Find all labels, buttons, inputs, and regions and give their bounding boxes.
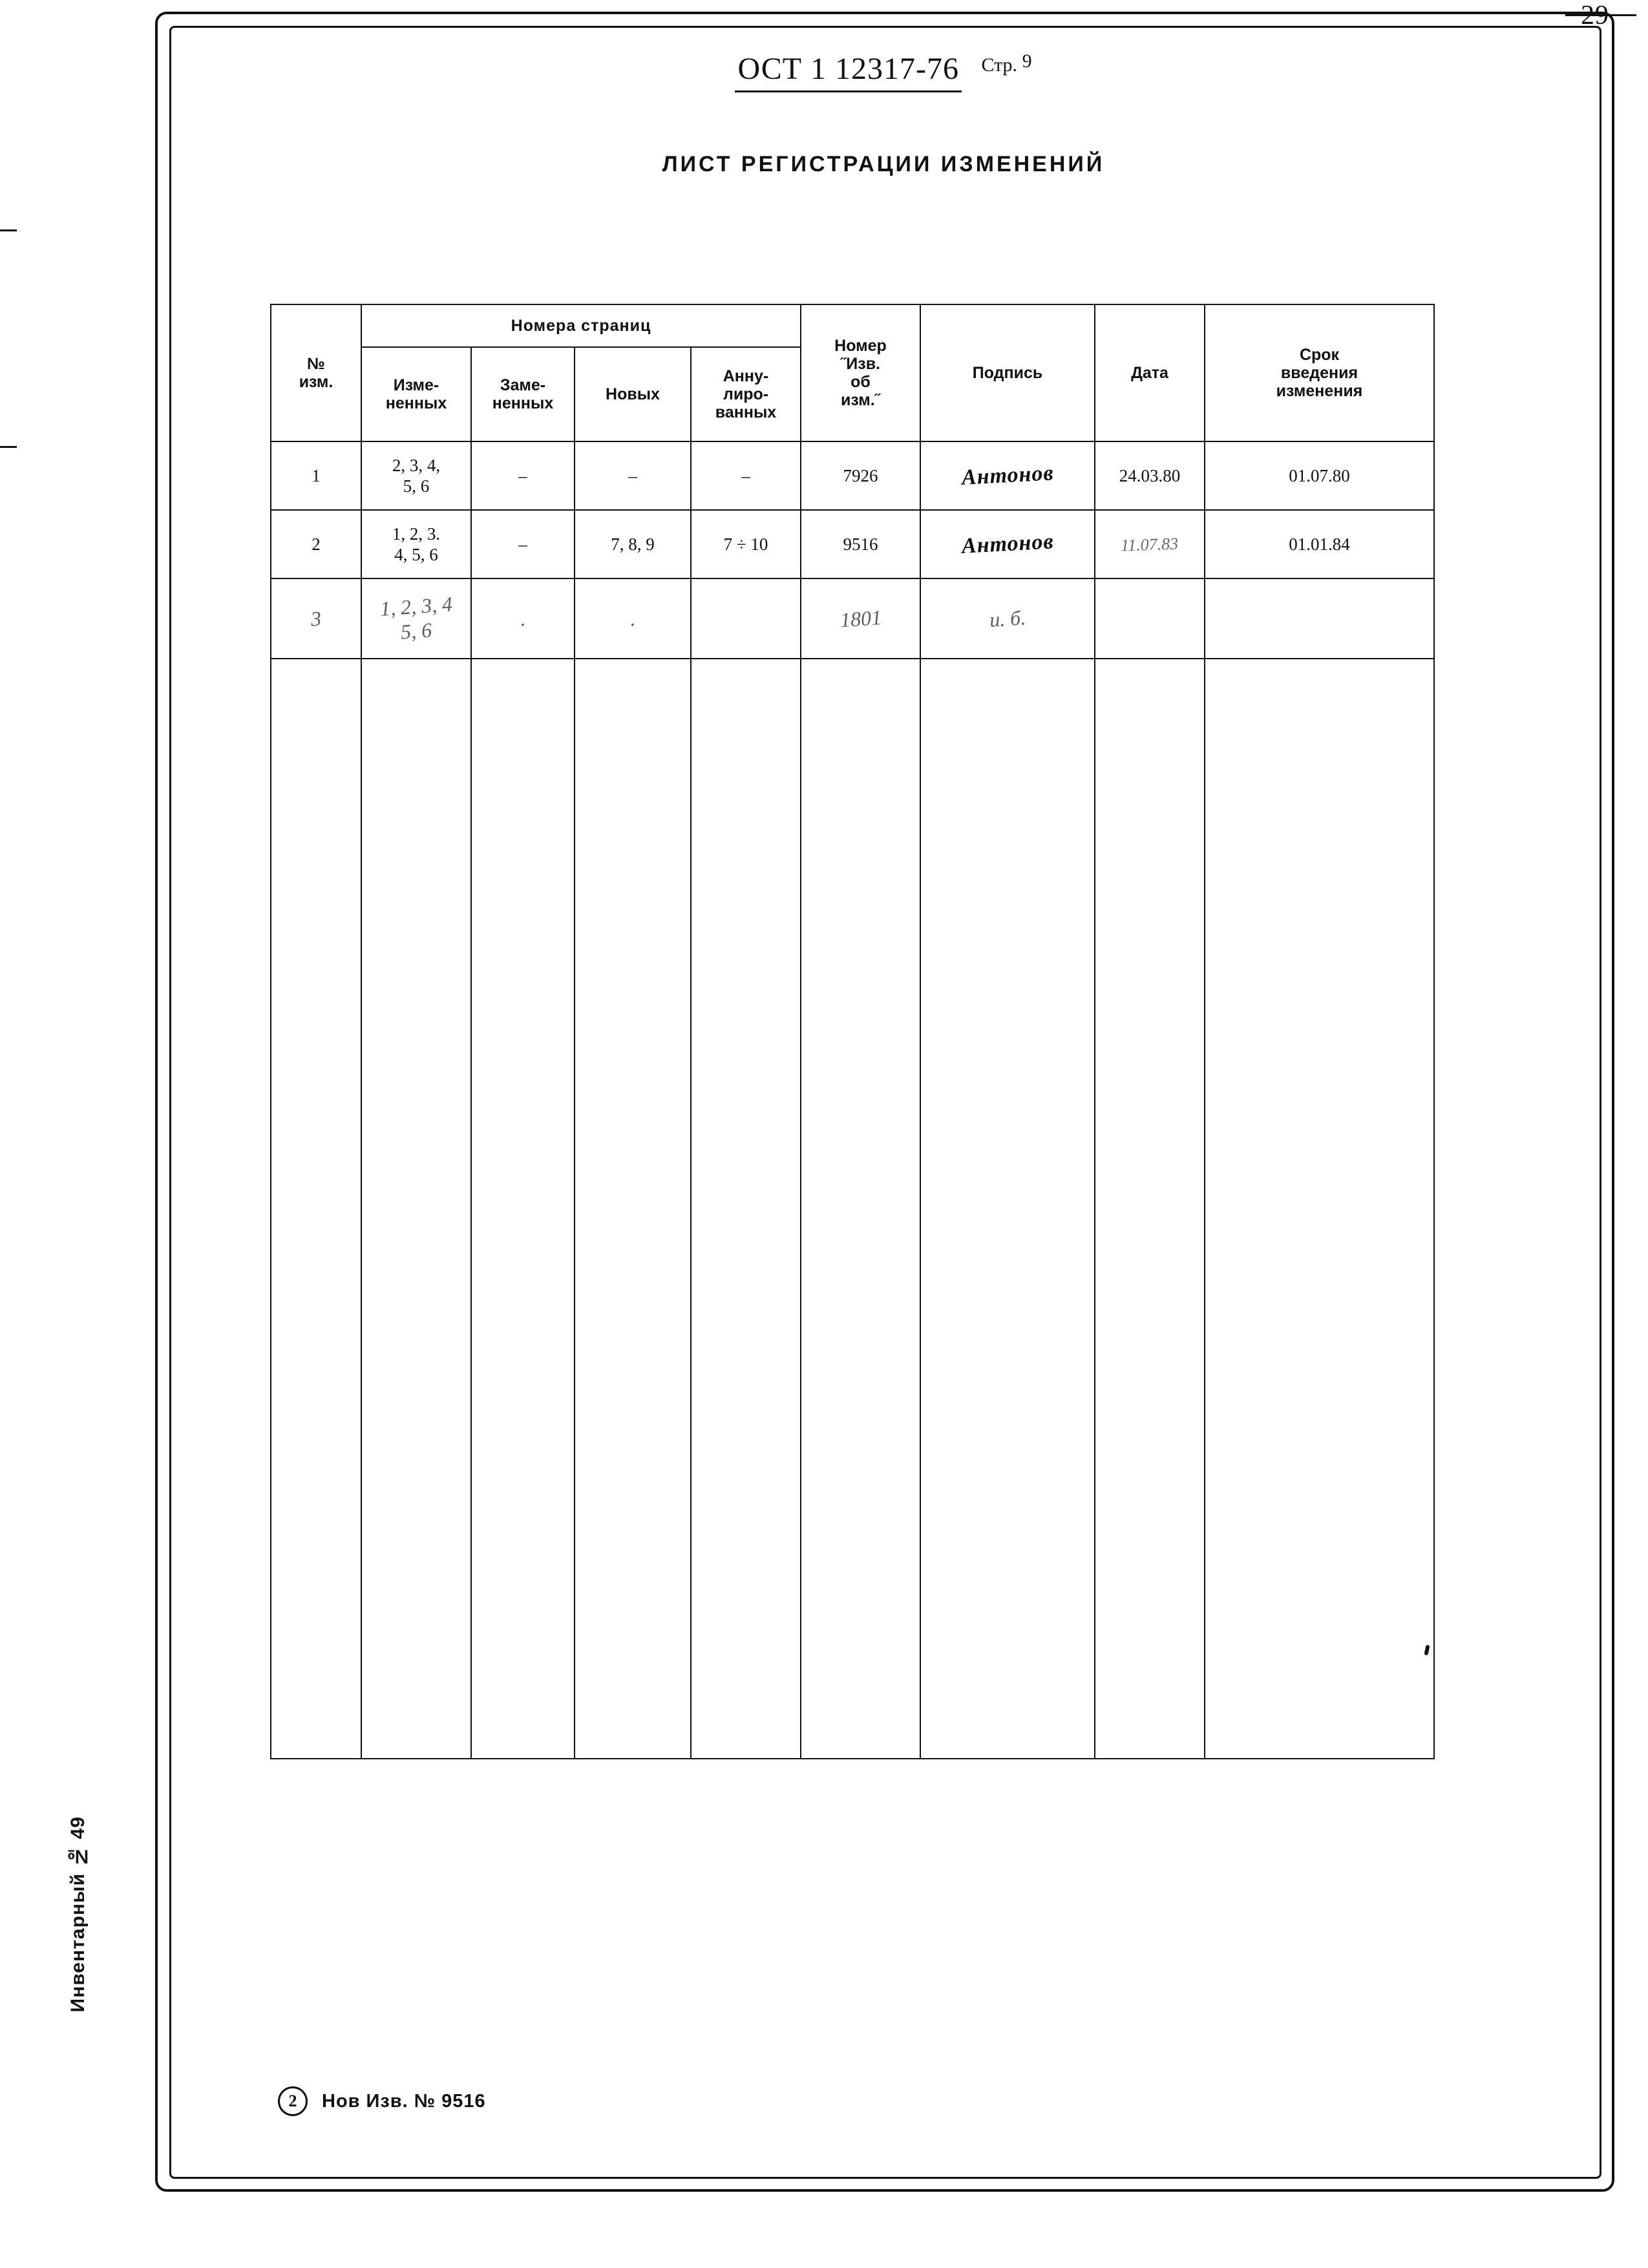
cell-date: 24.03.80 <box>1095 441 1205 510</box>
header-signature: Подпись <box>920 304 1095 441</box>
document-header <box>169 50 1598 92</box>
empty-cell <box>801 659 920 1759</box>
cell-changed-pages <box>361 441 471 510</box>
header-effective-line3: изменения <box>1276 382 1363 400</box>
cell-notice-number: 9516 <box>801 510 920 578</box>
cell-signature <box>920 510 1095 578</box>
edge-tick-top <box>0 229 17 231</box>
cell-date <box>1095 510 1205 578</box>
empty-cell <box>691 659 801 1759</box>
empty-cell <box>471 659 575 1759</box>
signature-handwriting: и. б. <box>988 605 1027 631</box>
header-changed-pages <box>361 347 471 441</box>
page-label-number: 9 <box>1022 50 1032 72</box>
cell-new-pages <box>575 578 691 659</box>
cell-signature <box>920 578 1095 659</box>
cell-cancelled-pages: – <box>691 441 801 510</box>
signature-handwriting: Антонов <box>960 460 1055 490</box>
cell-cancelled-pages <box>691 578 801 659</box>
change-registration-table <box>270 304 1435 1759</box>
header-cancelled-line1: Анну- <box>723 367 769 385</box>
page-label <box>981 50 1031 76</box>
header-page-numbers-group: Номера страниц <box>361 304 801 347</box>
cell-changed-pages <box>361 578 471 659</box>
empty-cell <box>1205 659 1434 1759</box>
header-notice-line1: Номер <box>834 337 887 355</box>
header-notice-number <box>801 304 920 441</box>
header-notice-line3: об <box>850 373 871 391</box>
changed-pages-handwriting-line1: 1, 2, 3, 4 <box>379 591 454 620</box>
header-date: Дата <box>1095 304 1205 441</box>
change-number-handwriting: 3 <box>310 606 322 631</box>
empty-cell <box>361 659 471 1759</box>
header-replaced-line1: Заме- <box>500 376 546 394</box>
footer-note <box>278 2086 486 2116</box>
replaced-pages-handwriting: . <box>519 606 527 631</box>
cell-new-pages: 7, 8, 9 <box>575 510 691 578</box>
cell-date <box>1095 578 1205 659</box>
date-handwriting: 11.07.83 <box>1120 534 1179 555</box>
table-empty-area <box>271 659 1434 1759</box>
footer-note-text: Нов Изв. № 9516 <box>322 2090 486 2112</box>
table-row <box>271 578 1434 659</box>
header-effective-line1: Срок <box>1299 346 1340 364</box>
empty-cell <box>920 659 1095 1759</box>
cell-effective-date <box>1205 578 1434 659</box>
cell-effective-date: 01.01.84 <box>1205 510 1434 578</box>
cell-changed-line2: 5, 6 <box>403 476 430 496</box>
cell-replaced-pages <box>471 578 575 659</box>
page-label-prefix: Стр. <box>981 54 1018 76</box>
cell-change-number <box>271 578 361 659</box>
empty-cell <box>575 659 691 1759</box>
cell-change-number: 1 <box>271 441 361 510</box>
table-row <box>271 441 1434 510</box>
cell-changed-line2: 4, 5, 6 <box>394 545 438 564</box>
cell-cancelled-pages: 7 ÷ 10 <box>691 510 801 578</box>
cell-change-number: 2 <box>271 510 361 578</box>
empty-cell <box>1095 659 1205 1759</box>
cell-signature <box>920 441 1095 510</box>
cell-replaced-pages: – <box>471 441 575 510</box>
header-changed-line1: Изме- <box>393 376 439 394</box>
cell-notice-number <box>801 578 920 659</box>
header-cancelled-line2: лиро- <box>723 385 769 403</box>
cell-replaced-pages: – <box>471 510 575 578</box>
header-effective-line2: введения <box>1280 364 1358 382</box>
header-notice-line4: изм.˝ <box>841 391 880 409</box>
edge-tick-bottom <box>0 446 17 448</box>
header-new-pages: Новых <box>575 347 691 441</box>
cell-new-pages: – <box>575 441 691 510</box>
cell-notice-number: 7926 <box>801 441 920 510</box>
header-replaced-line2: ненных <box>492 394 554 412</box>
table-row <box>271 510 1434 578</box>
header-cancelled-pages <box>691 347 801 441</box>
cell-changed-line1: 1, 2, 3. <box>392 524 441 544</box>
header-changed-line2: ненных <box>385 394 447 412</box>
page-title: ЛИСТ РЕГИСТРАЦИИ ИЗМЕНЕНИЙ <box>662 152 1105 176</box>
header-notice-line2: ˝Изв. <box>840 355 881 373</box>
cell-effective-date: 01.07.80 <box>1205 441 1434 510</box>
empty-cell <box>271 659 361 1759</box>
header-replaced-pages <box>471 347 575 441</box>
circled-number: 2 <box>278 2086 308 2116</box>
header-change-number <box>271 304 361 441</box>
page-number-corner: 29 <box>1581 1 1609 30</box>
header-change-number-line2: изм. <box>299 373 333 391</box>
notice-number-handwriting: 1801 <box>839 605 882 631</box>
cell-changed-line1: 2, 3, 4, <box>392 455 441 475</box>
header-change-number-line1: № <box>307 355 325 373</box>
header-cancelled-line3: ванных <box>715 403 777 421</box>
new-pages-handwriting: . <box>629 606 637 631</box>
signature-handwriting: Антонов <box>960 529 1055 558</box>
cell-changed-pages <box>361 510 471 578</box>
inventory-label: Инвентарный № 49 <box>67 1816 89 2013</box>
header-effective-date <box>1205 304 1434 441</box>
standard-code: ОСТ 1 12317-76 <box>735 51 962 92</box>
changed-pages-handwriting-line2: 5, 6 <box>399 618 433 644</box>
